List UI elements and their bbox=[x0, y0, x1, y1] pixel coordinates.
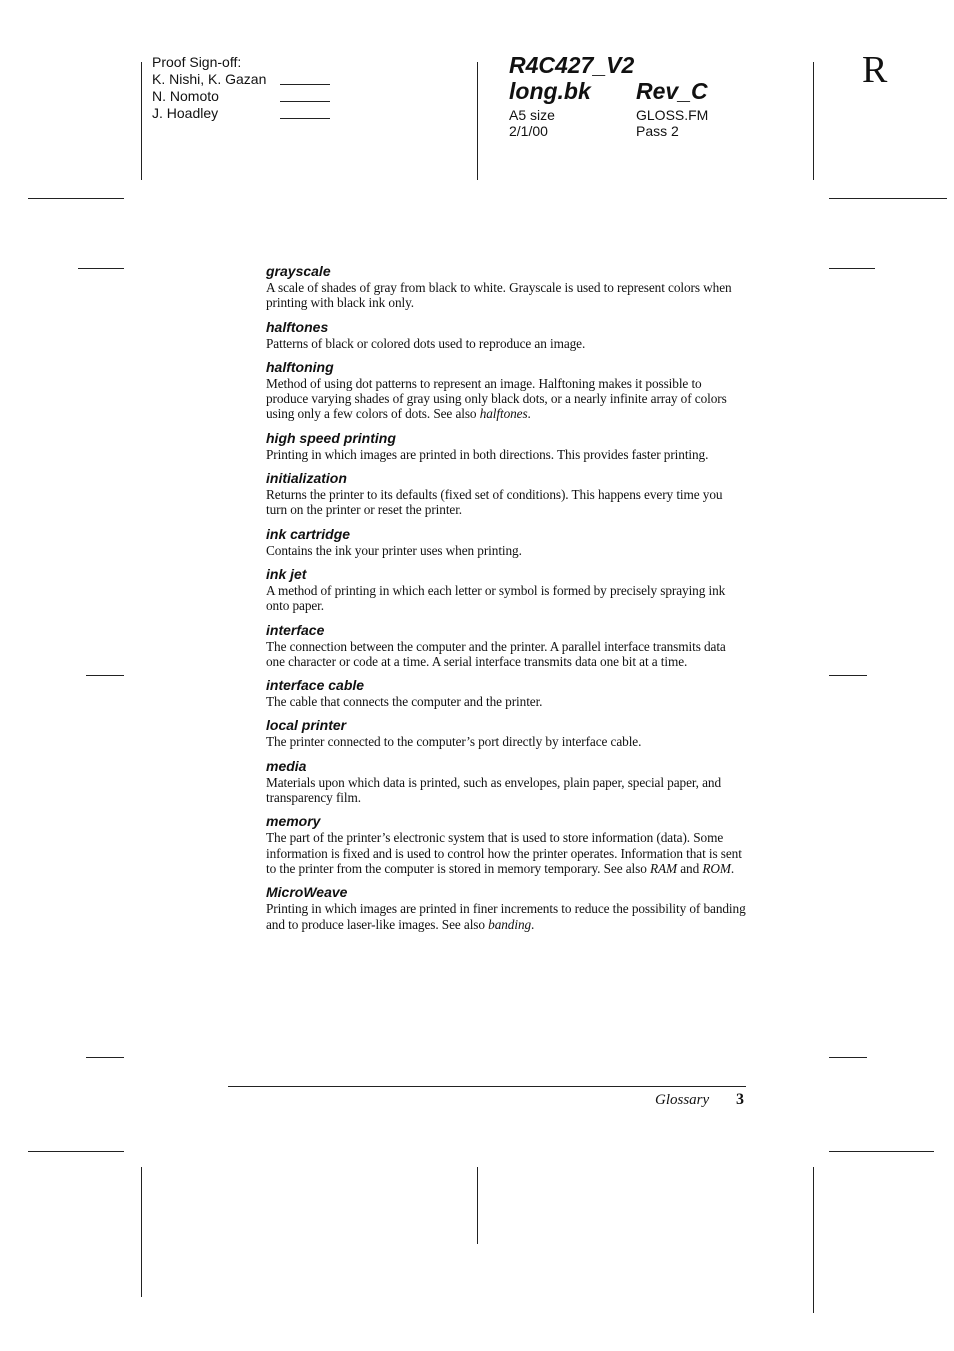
glossary-definition bbox=[266, 901, 746, 932]
doc-id: R4C427_V2 bbox=[509, 52, 635, 78]
crop-mark bbox=[829, 1151, 934, 1152]
glossary-term: memory bbox=[266, 813, 321, 830]
definition-text: A scale of shades of gray from black to white. Grayscale is used to represent colors when printing with black ink only. bbox=[266, 280, 732, 311]
glossary-term: interface bbox=[266, 621, 325, 638]
crop-mark bbox=[477, 1167, 478, 1244]
crop-mark bbox=[28, 1151, 124, 1152]
book-file: long.bk bbox=[509, 78, 591, 104]
page-size: A5 size bbox=[509, 107, 555, 123]
chapter-file: GLOSS.FM bbox=[636, 107, 709, 123]
crop-mark bbox=[829, 1057, 867, 1058]
crop-mark bbox=[28, 198, 124, 199]
glossary-term: interface cable bbox=[266, 677, 365, 694]
crop-mark bbox=[78, 268, 124, 269]
definition-text: Printing in which images are printed in finer increments to reduce the possibility of banding and to produce laser-like images. See also bbox=[266, 901, 746, 932]
revision: Rev_C bbox=[636, 78, 708, 104]
proof-signoff bbox=[152, 54, 266, 122]
doc-date: 2/1/00 bbox=[509, 123, 548, 139]
signoff-row bbox=[152, 71, 266, 88]
definition-text: Returns the printer to its defaults (fixed set of conditions). This happens every time you turn on the printer or reset the printer. bbox=[266, 487, 723, 518]
crop-mark bbox=[829, 198, 947, 199]
glossary-entry bbox=[266, 884, 746, 932]
definition-text: Contains the ink your printer uses when printing. bbox=[266, 542, 522, 558]
definition-text: Method of using dot patterns to represent an image. Halftoning makes it possible to produce varying shades of gray using only black dots, or a nearly infinite array of colors using only a few colors of dots. See also bbox=[266, 375, 727, 422]
glossary-definition bbox=[266, 639, 746, 670]
glossary-term: media bbox=[266, 757, 307, 774]
definition-text: Materials upon which data is printed, such as envelopes, plain paper, special paper, and transparency film. bbox=[266, 774, 722, 806]
crop-mark bbox=[477, 62, 478, 180]
glossary-term: ink jet bbox=[266, 565, 307, 582]
see-also-term: halftones bbox=[479, 406, 528, 422]
pass-number: Pass 2 bbox=[636, 123, 679, 139]
signature-line bbox=[280, 101, 330, 102]
glossary-definition bbox=[266, 376, 746, 422]
definition-text: The part of the printer’s electronic system that is used to store information (data). Some information is fixed and is used to control how the printer operates. Information that is sent to the printer from the computer is stored in memory temporary. See also bbox=[266, 830, 742, 876]
definition-text: . bbox=[527, 406, 531, 422]
definition-text: A method of printing in which each letter or symbol is formed by precisely spraying ink onto paper. bbox=[266, 582, 726, 614]
glossary-entry bbox=[266, 758, 746, 806]
glossary-definition bbox=[266, 280, 746, 311]
definition-text: Printing in which images are printed in both directions. This provides faster printing. bbox=[266, 446, 709, 462]
crop-mark bbox=[141, 1167, 142, 1297]
signoff-name: J. Hoadley bbox=[152, 105, 219, 121]
glossary-term: ink cartridge bbox=[266, 525, 351, 542]
signoff-row bbox=[152, 88, 266, 105]
glossary-term: high speed printing bbox=[266, 429, 396, 446]
definition-text: The cable that connects the computer and the printer. bbox=[266, 694, 543, 710]
signoff-row bbox=[152, 105, 266, 122]
glossary-list bbox=[266, 263, 746, 940]
glossary-definition bbox=[266, 830, 746, 876]
glossary-entry bbox=[266, 622, 746, 670]
glossary-definition bbox=[266, 694, 746, 709]
signoff-name: N. Nomoto bbox=[152, 88, 219, 104]
glossary-definition bbox=[266, 543, 746, 558]
glossary-definition bbox=[266, 583, 746, 614]
page-number: 3 bbox=[736, 1091, 744, 1108]
definition-text: Patterns of black or colored dots used to reproduce an image. bbox=[266, 335, 586, 351]
glossary-entry bbox=[266, 430, 746, 462]
footer-rule bbox=[228, 1086, 746, 1087]
definition-text: The printer connected to the computer’s port directly by interface cable. bbox=[266, 734, 642, 750]
glossary-term: local printer bbox=[266, 717, 347, 734]
crop-mark bbox=[813, 1167, 814, 1313]
signoff-name: K. Nishi, K. Gazan bbox=[152, 71, 267, 87]
definition-text: . bbox=[730, 860, 735, 876]
crop-mark bbox=[141, 62, 142, 180]
crop-mark bbox=[86, 675, 124, 676]
definition-text: The connection between the computer and the printer. A parallel interface transmits data one character or code at a time. A serial interface transmits data one bit at a time. bbox=[266, 638, 726, 669]
glossary-entry bbox=[266, 677, 746, 709]
footer-section-title: Glossary bbox=[655, 1092, 710, 1108]
signoff-heading: Proof Sign-off: bbox=[152, 54, 242, 70]
see-also-term: ROM bbox=[702, 860, 731, 876]
glossary-definition bbox=[266, 775, 746, 806]
glossary-term: MicroWeave bbox=[266, 884, 348, 901]
glossary-entry bbox=[266, 470, 746, 518]
glossary-entry bbox=[266, 526, 746, 558]
glossary-definition bbox=[266, 336, 746, 351]
glossary-entry bbox=[266, 717, 746, 749]
see-also-term: RAM bbox=[650, 860, 678, 876]
glossary-term: grayscale bbox=[266, 263, 331, 279]
glossary-entry bbox=[266, 263, 746, 311]
definition-text: and bbox=[677, 860, 703, 876]
glossary-entry bbox=[266, 319, 746, 351]
glossary-entry bbox=[266, 813, 746, 876]
signature-line bbox=[280, 84, 330, 85]
see-also-term: banding bbox=[488, 916, 532, 932]
definition-text: . bbox=[531, 916, 535, 932]
crop-mark bbox=[813, 62, 814, 180]
crop-mark bbox=[86, 1057, 124, 1058]
glossary-term: initialization bbox=[266, 470, 347, 487]
crop-mark bbox=[829, 675, 867, 676]
glossary-definition bbox=[266, 487, 746, 518]
glossary-term: halftones bbox=[266, 318, 329, 335]
glossary-definition bbox=[266, 447, 746, 462]
crop-mark bbox=[829, 268, 875, 269]
glossary-entry bbox=[266, 566, 746, 614]
corner-mark: R bbox=[862, 49, 888, 91]
signature-line bbox=[280, 118, 330, 119]
glossary-entry bbox=[266, 359, 746, 422]
glossary-term: halftoning bbox=[266, 358, 334, 375]
glossary-definition bbox=[266, 734, 746, 749]
